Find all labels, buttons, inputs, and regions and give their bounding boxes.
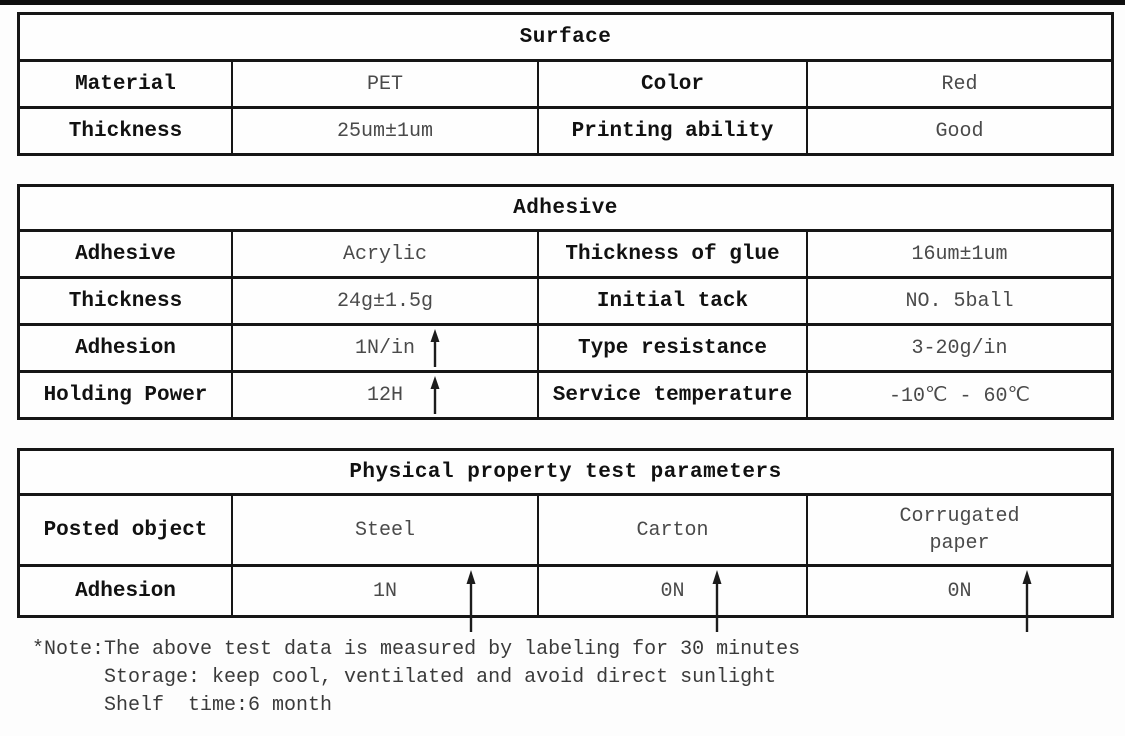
adhesion-value: 1N/in bbox=[354, 336, 415, 360]
surface-thickness-label: Thickness bbox=[20, 109, 233, 153]
adhesion-corrugated-value: 0N bbox=[947, 579, 972, 603]
printing-ability-label: Printing ability bbox=[539, 109, 808, 153]
type-resistance-value: 3-20g/in bbox=[808, 326, 1111, 373]
table-row bbox=[20, 326, 1111, 373]
adhesion-steel-value: 1N bbox=[372, 579, 397, 603]
adhesive-type-value: Acrylic bbox=[233, 232, 539, 279]
surface-title-row bbox=[20, 15, 1111, 62]
surface-thickness-value: 25um±1um bbox=[233, 109, 539, 153]
adhesive-table bbox=[17, 184, 1114, 420]
adhesive-thickness-label: Thickness bbox=[20, 279, 233, 326]
physical-test-table bbox=[17, 448, 1114, 618]
adhesion-steel-cell bbox=[233, 567, 539, 615]
top-divider-bar bbox=[0, 0, 1125, 5]
material-label: Material bbox=[20, 62, 233, 109]
table-row bbox=[20, 567, 1111, 615]
table-row bbox=[20, 373, 1111, 417]
color-value: Red bbox=[808, 62, 1111, 109]
posted-object-steel: Steel bbox=[233, 496, 539, 567]
up-arrow-icon bbox=[464, 570, 478, 632]
posted-object-corrugated-cell bbox=[808, 496, 1111, 567]
adhesion-value-cell bbox=[233, 326, 539, 373]
glue-thickness-label: Thickness of glue bbox=[539, 232, 808, 279]
adhesive-table-title: Adhesive bbox=[20, 187, 1111, 232]
printing-ability-value: Good bbox=[935, 119, 984, 143]
table-row bbox=[20, 109, 1111, 153]
adhesion-label: Adhesion bbox=[20, 326, 233, 373]
posted-object-carton: Carton bbox=[539, 496, 808, 567]
up-arrow-icon bbox=[1020, 570, 1034, 632]
holding-power-label: Holding Power bbox=[20, 373, 233, 417]
adhesion-carton-cell bbox=[539, 567, 808, 615]
adhesive-type-label: Adhesive bbox=[20, 232, 233, 279]
posted-object-corrugated: Corrugated paper bbox=[899, 505, 1020, 555]
adhesion-carton-value: 0N bbox=[660, 579, 685, 603]
service-temperature-label: Service temperature bbox=[539, 373, 808, 417]
physical-adhesion-label: Adhesion bbox=[20, 567, 233, 615]
service-temperature-value: -10℃ - 60℃ bbox=[889, 385, 1030, 408]
surface-table-title: Surface bbox=[20, 15, 1111, 62]
adhesive-thickness-value: 24g±1.5g bbox=[233, 279, 539, 326]
color-label: Color bbox=[539, 62, 808, 109]
table-row bbox=[20, 496, 1111, 567]
holding-power-value-cell bbox=[233, 373, 539, 417]
note-line: Storage: keep cool, ventilated and avoid direct sunlight bbox=[32, 666, 777, 689]
material-value: PET bbox=[233, 62, 539, 109]
surface-table bbox=[17, 12, 1114, 156]
initial-tack-value: NO. 5ball bbox=[808, 279, 1111, 326]
initial-tack-label: Initial tack bbox=[539, 279, 808, 326]
glue-thickness-value: 16um±1um bbox=[808, 232, 1111, 279]
type-resistance-label: Type resistance bbox=[539, 326, 808, 373]
up-arrow-icon bbox=[710, 570, 724, 632]
note-line: *Note:The above test data is measured by labeling for 30 minutes bbox=[32, 638, 801, 661]
table-row bbox=[20, 279, 1111, 326]
up-arrow-icon bbox=[428, 376, 442, 414]
table-row bbox=[20, 62, 1111, 109]
physical-title-row bbox=[20, 451, 1111, 496]
posted-object-label: Posted object bbox=[20, 496, 233, 567]
holding-power-value: 12H bbox=[366, 383, 403, 407]
table-row bbox=[20, 232, 1111, 279]
footnote bbox=[32, 636, 1108, 720]
adhesive-title-row bbox=[20, 187, 1111, 232]
adhesion-corrugated-cell bbox=[808, 567, 1111, 615]
up-arrow-icon bbox=[428, 329, 442, 367]
note-line: Shelf time:6 month bbox=[32, 694, 333, 717]
physical-table-title: Physical property test parameters bbox=[20, 451, 1111, 496]
